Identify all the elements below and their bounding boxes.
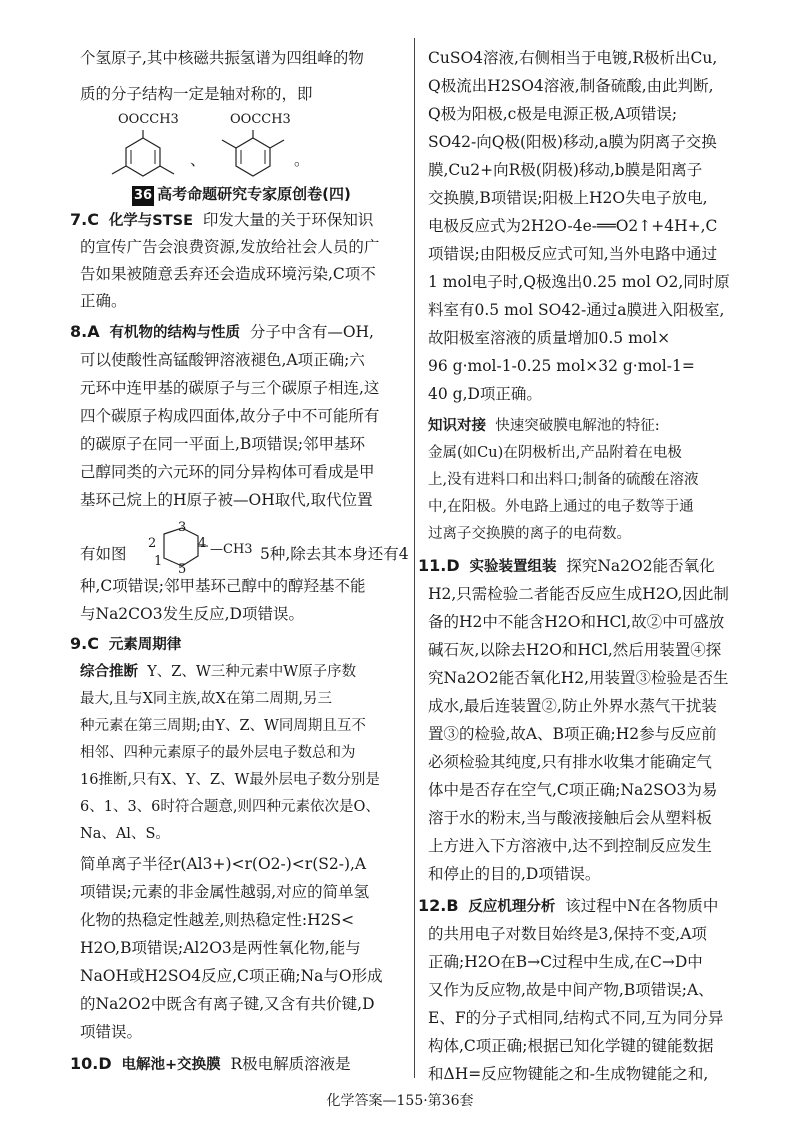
answer-number: 10.D: [70, 1054, 112, 1073]
text-line: 碱石灰,以除去H2O和HCl,然后用装置④探: [428, 641, 722, 659]
answer-topic: 有机物的结构与性质: [109, 325, 240, 341]
text-line: 项错误;元素的非金属性越弱,对应的简单氢: [80, 883, 370, 901]
figure-prefix: 有如图: [80, 545, 127, 563]
section-badge: 36: [132, 186, 154, 206]
text-line: 电极反应式为2H2O-4e-══O2↑+4H+,C: [428, 217, 718, 235]
answer-number: 9.C: [70, 634, 99, 653]
answer-number: 7.C: [70, 210, 99, 229]
tip-title: 知识对接: [428, 418, 486, 434]
molecule-end: 。: [294, 151, 310, 169]
text-line: 溶于水的粉末,当与酸液接触后会从塑料板: [428, 809, 712, 827]
text-line: 正确。: [80, 292, 127, 310]
text-line: 构体,C项正确;根据已知化学键的键能数据: [428, 1037, 714, 1055]
text-line: Y、Z、W三种元素中W原子序数: [147, 664, 357, 680]
text-line: 最大,且与X同主族,故X在第二周期,另三: [80, 691, 332, 707]
text-line: 项错误;由阳极反应式可知,当外电路中通过: [428, 245, 718, 263]
text-line: Q极为阳极,c极是电源正极,A项错误;: [428, 105, 678, 123]
text-line: 成水,最后连装置②,防止外界水蒸气干扰装: [428, 697, 717, 715]
ring-position-1: 1: [154, 554, 163, 569]
answer-topic: 化学与STSE: [108, 213, 193, 229]
text-line: 探究Na2O2能否氧化: [566, 557, 715, 575]
text-line: 故阳极室溶液的质量增加0.5 mol×: [428, 329, 671, 347]
text-line: 6、1、3、6时符合题意,则四种元素依次是O、: [80, 799, 380, 815]
figure-suffix: 5种,除去其本身还有4: [260, 545, 409, 563]
answer-topic: 反应机理分析: [468, 899, 556, 915]
text-line: 和ΔH=反应物键能之和-生成物键能之和,: [428, 1065, 709, 1083]
ring-position-3: 3: [178, 520, 187, 535]
text-line: E、F的分子式相同,结构式不同,互为同分异: [428, 1009, 724, 1027]
sub-section: [80, 662, 356, 682]
text-line: 该过程中N在各物质中: [565, 897, 719, 915]
text-line: 分子中含有—OH,: [249, 323, 374, 341]
text-line: 过离子交换膜的离子的电荷数。: [428, 526, 631, 542]
methyl-group: —CH3: [210, 542, 253, 557]
text-line: 膜,Cu2+向R极(阴极)移动,b膜是阳离子: [428, 161, 703, 179]
text-line: 料室有0.5 mol SO42-通过a膜进入阳极室,: [428, 301, 725, 319]
text-line: 的Na2O2中既含有离子键,又含有共价键,D: [80, 995, 375, 1013]
answer-10: [70, 1054, 351, 1075]
knowledge-tip: [428, 416, 660, 436]
text-line: 置③的检验,故A、B项正确;H2参与反应前: [428, 725, 717, 743]
text-line: SO42-向Q极(阳极)移动,a膜为阴离子交换: [428, 133, 717, 151]
answer-number: 11.D: [418, 556, 460, 575]
text-line: 96 g·mol-1-0.25 mol×32 g·mol-1=: [428, 357, 695, 375]
answer-8: [70, 322, 374, 343]
text-line: 快速突破膜电解池的特征:: [495, 418, 660, 434]
ring-position-5: 5: [178, 562, 187, 577]
molecule-structure-2: [208, 128, 298, 184]
text-line: 的碳原子在同一平面上,B项错误;邻甲基环: [80, 435, 366, 453]
text-line: 种元素在第三周期;由Y、Z、W同周期且互不: [80, 718, 366, 734]
molecule-separator: 、: [190, 151, 206, 169]
text-line: 又作为反应物,故是中间产物,B项错误;A、: [428, 981, 714, 999]
molecule-structure-1: [98, 128, 188, 184]
text-line: Na、Al、S。: [80, 826, 170, 842]
ring-position-2: 2: [148, 536, 157, 551]
text-line: H2,只需检验二者能否反应生成H2O,因此制: [428, 585, 729, 603]
text-line: 项错误。: [80, 1023, 143, 1041]
text-line: 金属(如Cu)在阴极析出,产品附着在电极: [428, 445, 682, 461]
text-line: 四个碳原子构成四面体,故分子中不可能所有: [80, 407, 380, 425]
text-line: Q极流出H2SO4溶液,制备硫酸,由此判断,: [428, 77, 714, 95]
answer-topic: 元素周期律: [108, 637, 182, 653]
text-line: 的共用电子对数目始终是3,保持不变,A项: [428, 925, 707, 943]
section-heading: [132, 184, 351, 206]
answer-number: 8.A: [70, 322, 100, 341]
text-line: 必须检验其纯度,只有排水收集才能确定气: [428, 753, 712, 771]
page-footer: 化学答案—155·第36套: [326, 1093, 474, 1109]
text-line: 16推断,只有X、Y、Z、W最外层电子数分别是: [80, 772, 380, 788]
text-line: 交换膜,B项错误;阳极上H2O失电子放电,: [428, 189, 708, 207]
text-line: 种,C项错误;邻甲基环己醇中的醇羟基不能: [80, 577, 366, 595]
column-divider: [414, 38, 415, 1078]
text-line: 告如果被随意丢弃还会造成环境污染,C项不: [80, 265, 376, 283]
text-line: CuSO4溶液,右侧相当于电镀,R极析出Cu,: [428, 49, 718, 67]
text-line: 化物的热稳定性越差,则热稳定性:H2S<: [80, 911, 355, 929]
answer-9: [70, 634, 181, 655]
molecule-label: OOCCH3: [118, 112, 179, 127]
text-line: 体中是否存在空气,C项正确;Na2SO3为易: [428, 781, 718, 799]
answer-7: [70, 210, 373, 231]
sub-section-title: 综合推断: [80, 664, 138, 680]
answer-11: [418, 556, 715, 577]
text-line: 中,在阳极。外电路上通过的电子数等于通: [428, 499, 694, 515]
text-line: 上方进入下方溶液中,达不到控制反应发生: [428, 837, 712, 855]
text-line: 1 mol电子时,Q极逸出0.25 mol O2,同时原: [428, 273, 730, 291]
ring-position-4: 4: [198, 536, 207, 551]
text-line: 质的分子结构一定是轴对称的，即: [80, 85, 313, 103]
text-line: H2O,B项错误;Al2O3是两性氧化物,能与: [80, 939, 361, 957]
text-line: 简单离子半径r(Al3+)<r(O2-)<r(S2-),A: [80, 855, 367, 873]
text-line: 可以使酸性高锰酸钾溶液褪色,A项正确;六: [80, 351, 365, 369]
text-line: 个氢原子,其中核磁共振氢谱为四组峰的物: [80, 49, 364, 67]
section-title: 高考命题研究专家原创卷(四): [157, 185, 351, 203]
text-line: NaOH或H2SO4反应,C项正确;Na与O形成: [80, 967, 383, 985]
answer-topic: 实验装置组装: [469, 559, 557, 575]
text-line: 与Na2CO3发生反应,D项错误。: [80, 605, 304, 623]
text-line: R极电解质溶液是: [230, 1055, 351, 1073]
molecule-label: OOCCH3: [230, 112, 291, 127]
text-line: 基环己烷上的H原子被—OH取代,取代位置: [80, 491, 373, 509]
text-line: 和停止的目的,D项错误。: [428, 865, 601, 883]
text-line: 究Na2O2能否氧化H2,用装置③检验是否生: [428, 669, 729, 687]
text-line: 己醇同类的六元环的同分异构体可看成是甲: [80, 463, 375, 481]
answer-number: 12.B: [418, 896, 459, 915]
text-line: 相邻、四种元素原子的最外层电子数总和为: [80, 745, 356, 761]
text-line: 元环中连甲基的碳原子与三个碳原子相连,这: [80, 379, 380, 397]
text-line: 40 g,D项正确。: [428, 385, 542, 403]
answer-topic: 电解池+交换膜: [121, 1057, 221, 1073]
text-line: 印发大量的关于环保知识: [202, 211, 374, 229]
text-line: 正确;H2O在B→C过程中生成,在C→D中: [428, 953, 703, 971]
text-line: 的宣传广告会浪费资源,发放给社会人员的广: [80, 238, 380, 256]
text-line: 备的H2中不能含H2O和HCl,故②中可盛放: [428, 613, 725, 631]
text-line: 上,没有进料口和出料口;制备的硫酸在溶液: [428, 472, 699, 488]
answer-12: [418, 896, 718, 917]
